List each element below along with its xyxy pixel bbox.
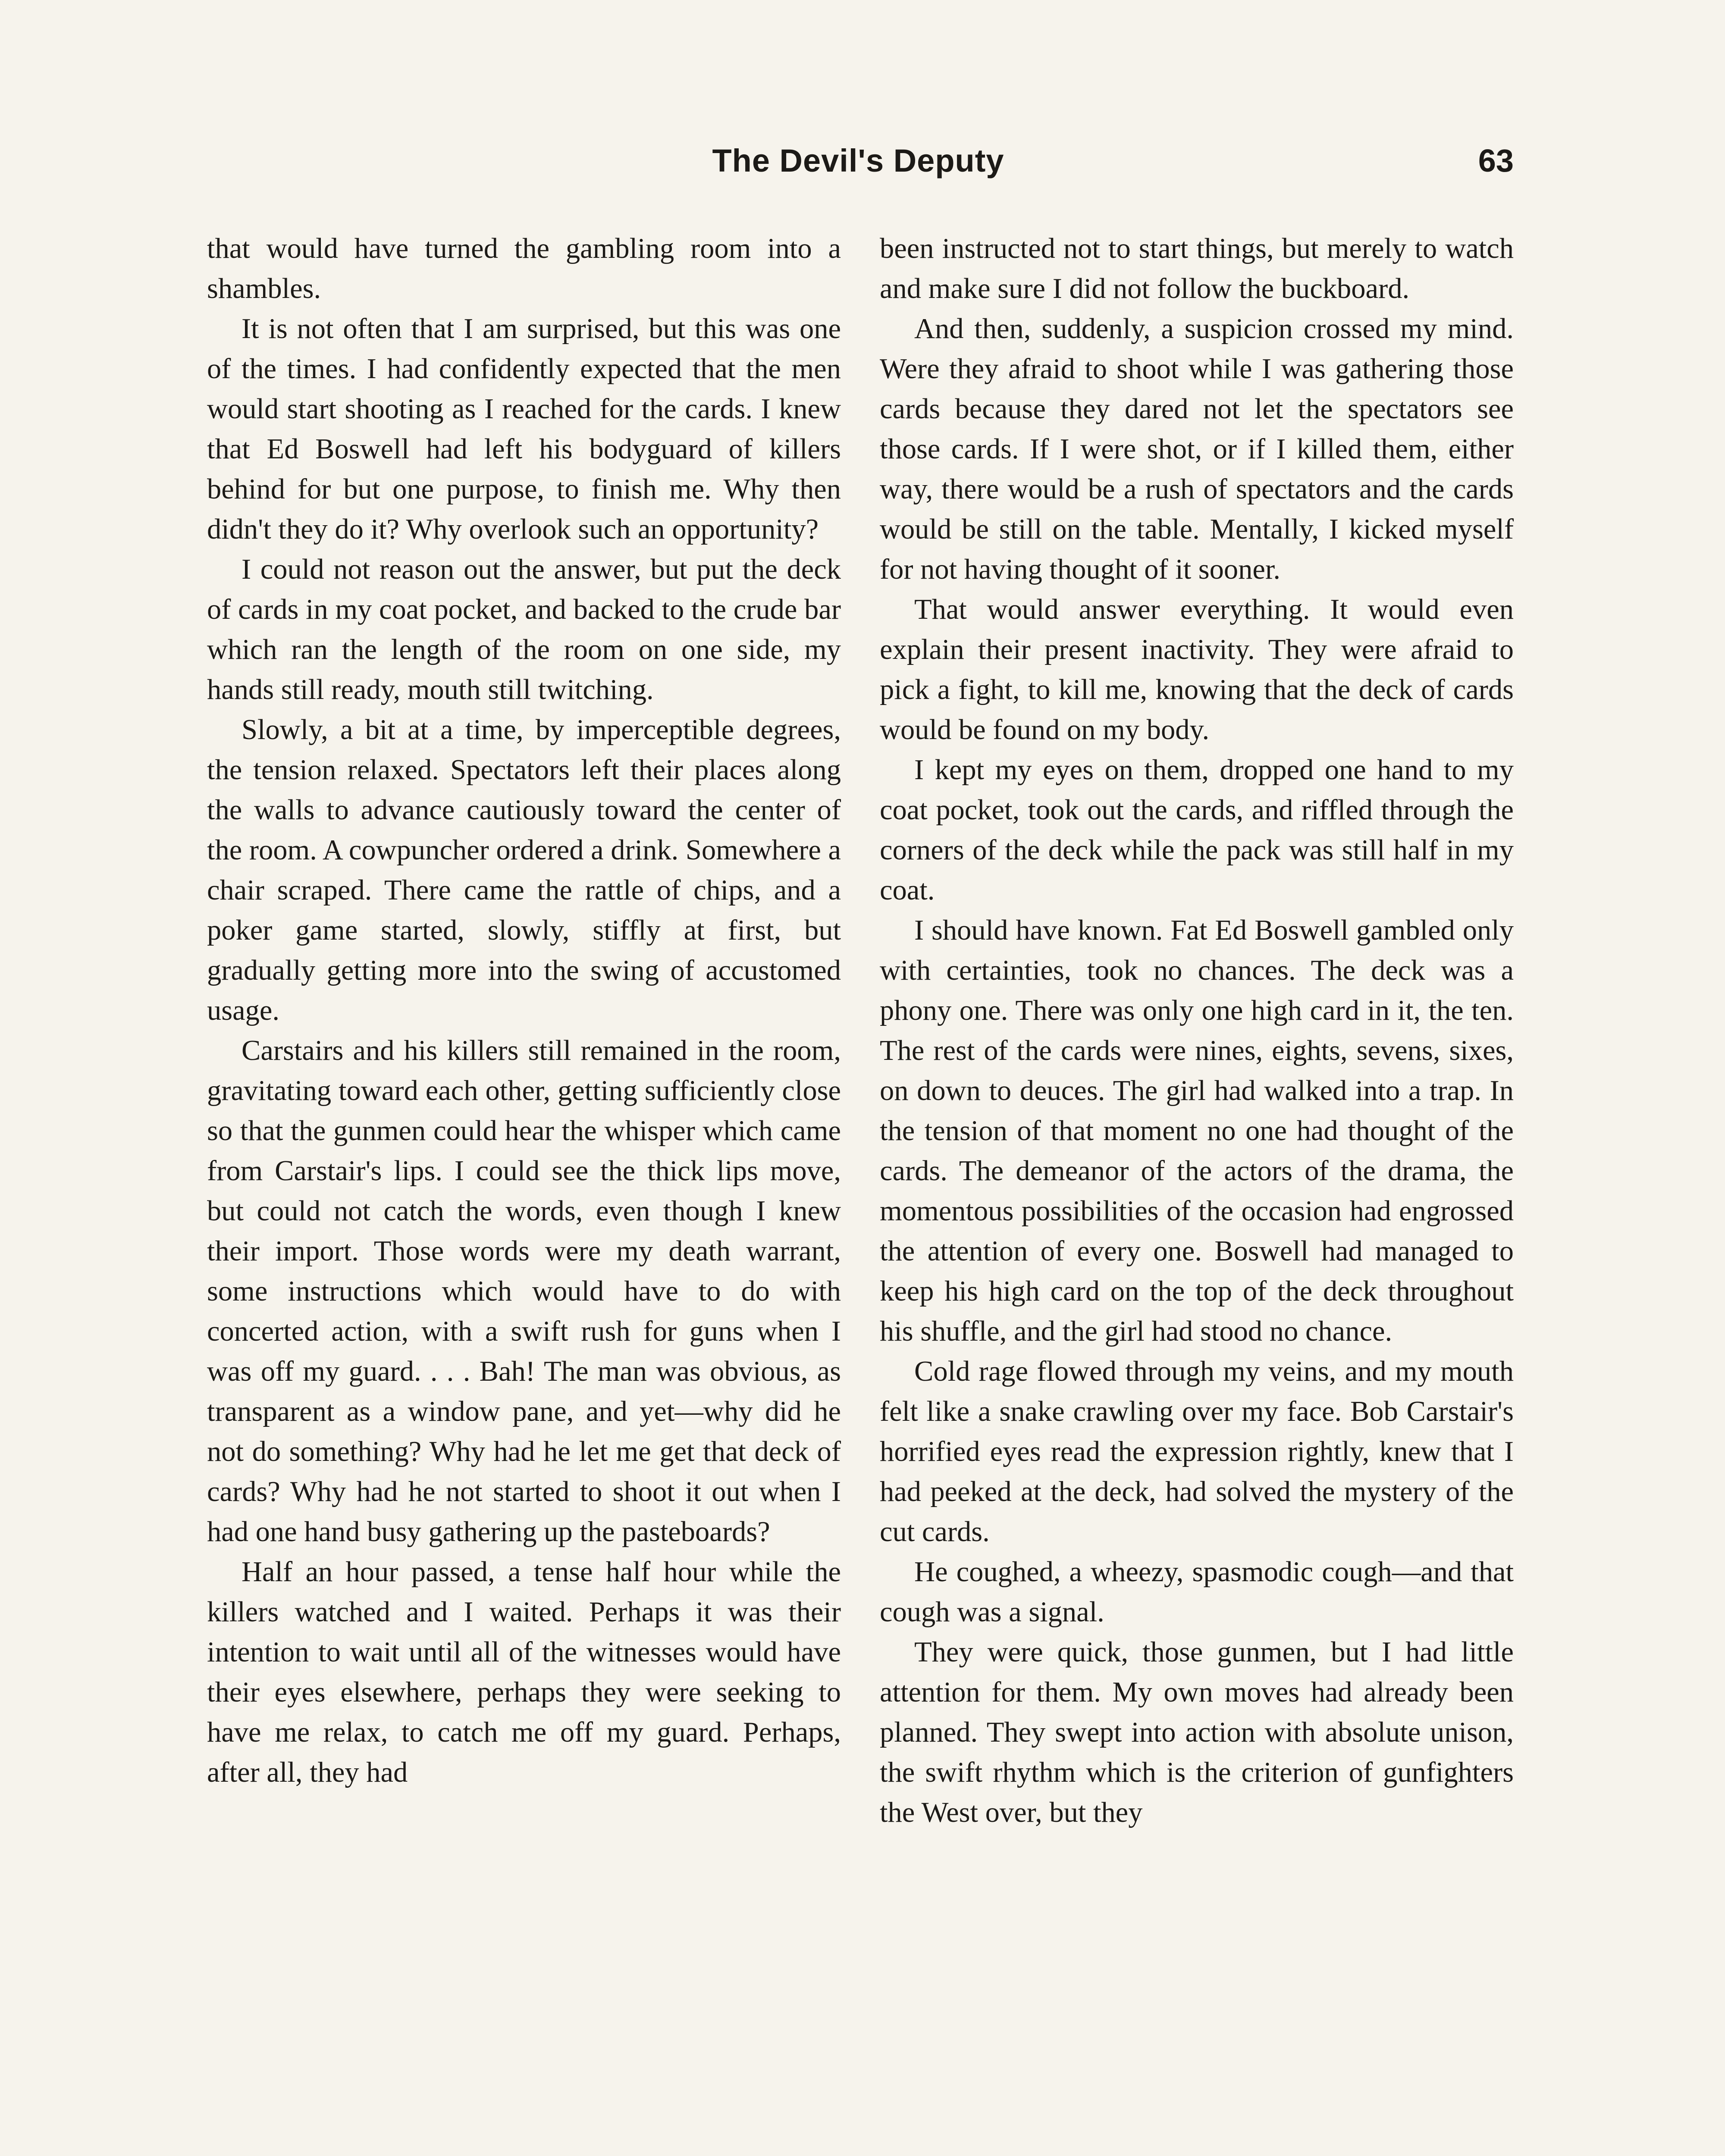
page-header xyxy=(203,142,1514,194)
paragraph: Carstairs and his killers still remained in the room, gravitating toward each other, getting sufficiently close so that the gunmen could hear the whisper which came from Carstair's lips. I could see the thick lips move, but could not catch the words, even though I knew their import. Those words were my death warrant, some instructions which would have to do with concerted action, with a swift rush for guns when I was off my guard. . . . Bah! The man was obvious, as transparent as a window pane, and yet—why did he not do something? Why had he let me get that deck of cards? Why had he not started to shoot it out when I had one hand busy gathering up the pasteboards? xyxy=(207,1035,841,1548)
paragraph: Half an hour passed, a tense half hour while the killers watched and I waited. Perhaps it was their intention to wait until all of the witnesses would have their eyes elsewhere, perhaps they were seeking to have me relax, to catch me off my guard. Perhaps, after all, they had xyxy=(207,1556,841,1788)
paragraph: been instructed not to start things, but merely to watch and make sure I did not follow the buckboard. xyxy=(880,233,1514,304)
paragraph: Slowly, a bit at a time, by imperceptible degrees, the tension relaxed. Spectators left their places along the walls to advance cautiously toward the center of the room. A cowpuncher ordered a drink. Somewhere a chair scraped. There came the rattle of chips, and a poker game started, slowly, stiffly at first, but gradually getting more into the swing of accustomed usage. xyxy=(207,714,841,1026)
paragraph: And then, suddenly, a suspicion crossed my mind. Were they afraid to shoot while I was gathering those cards because they dared not let the spectators see those cards. If I were shot, or if I killed them, either way, there would be a rush of spectators and the cards would be still on the table. Mentally, I kicked myself for not having thought of it sooner. xyxy=(880,313,1514,585)
running-title: The Devil's Deputy xyxy=(712,143,1004,179)
paragraph: They were quick, those gunmen, but I had little attention for them. My own moves had already been planned. They swept into action with absolute unison, the swift rhythm which is the criterion of gunfighters the West over, but they xyxy=(880,1636,1514,1828)
paragraph: I could not reason out the answer, but put the deck of cards in my coat pocket, and backed to the crude bar which ran the length of the room on one side, my hands still ready, mouth still twitching. xyxy=(207,554,841,705)
paragraph: I kept my eyes on them, dropped one hand to my coat pocket, took out the cards, and riffled through the corners of the deck while the pack was still half in my coat. xyxy=(880,754,1514,906)
paragraph: that would have turned the gambling room into a shambles. xyxy=(207,233,841,304)
paragraph: He coughed, a wheezy, spasmodic cough—and that cough was a signal. xyxy=(880,1556,1514,1628)
page-number: 63 xyxy=(1478,143,1514,179)
paragraph: Cold rage flowed through my veins, and my mouth felt like a snake crawling over my face. Bob Carstair's horrified eyes read the expression rightly, knew that I had peeked at the deck, had solved the mystery of the cut cards. xyxy=(880,1356,1514,1548)
right-text-column xyxy=(880,229,1514,1833)
left-text-column xyxy=(207,229,841,1792)
paragraph: It is not often that I am surprised, but this was one of the times. I had confidently expected that the men would start shooting as I reached for the cards. I knew that Ed Boswell had left his bodyguard of killers behind for but one purpose, to finish me. Why then didn't they do it? Why overlook such an opportunity? xyxy=(207,313,841,545)
paragraph: That would answer everything. It would even explain their present inactivity. They were afraid to pick a fight, to kill me, knowing that the deck of cards would be found on my body. xyxy=(880,594,1514,746)
paragraph: I should have known. Fat Ed Boswell gambled only with certainties, took no chances. The deck was a phony one. There was only one high card in it, the ten. The rest of the cards were nines, eights, sevens, sixes, on down to deuces. The girl had walked into a trap. In the tension of that moment no one had thought of the cards. The demeanor of the actors of the drama, the momentous possibilities of the occasion had engrossed the attention of every one. Boswell had managed to keep his high card on the top of the deck throughout his shuffle, and the girl had stood no chance. xyxy=(880,915,1514,1347)
